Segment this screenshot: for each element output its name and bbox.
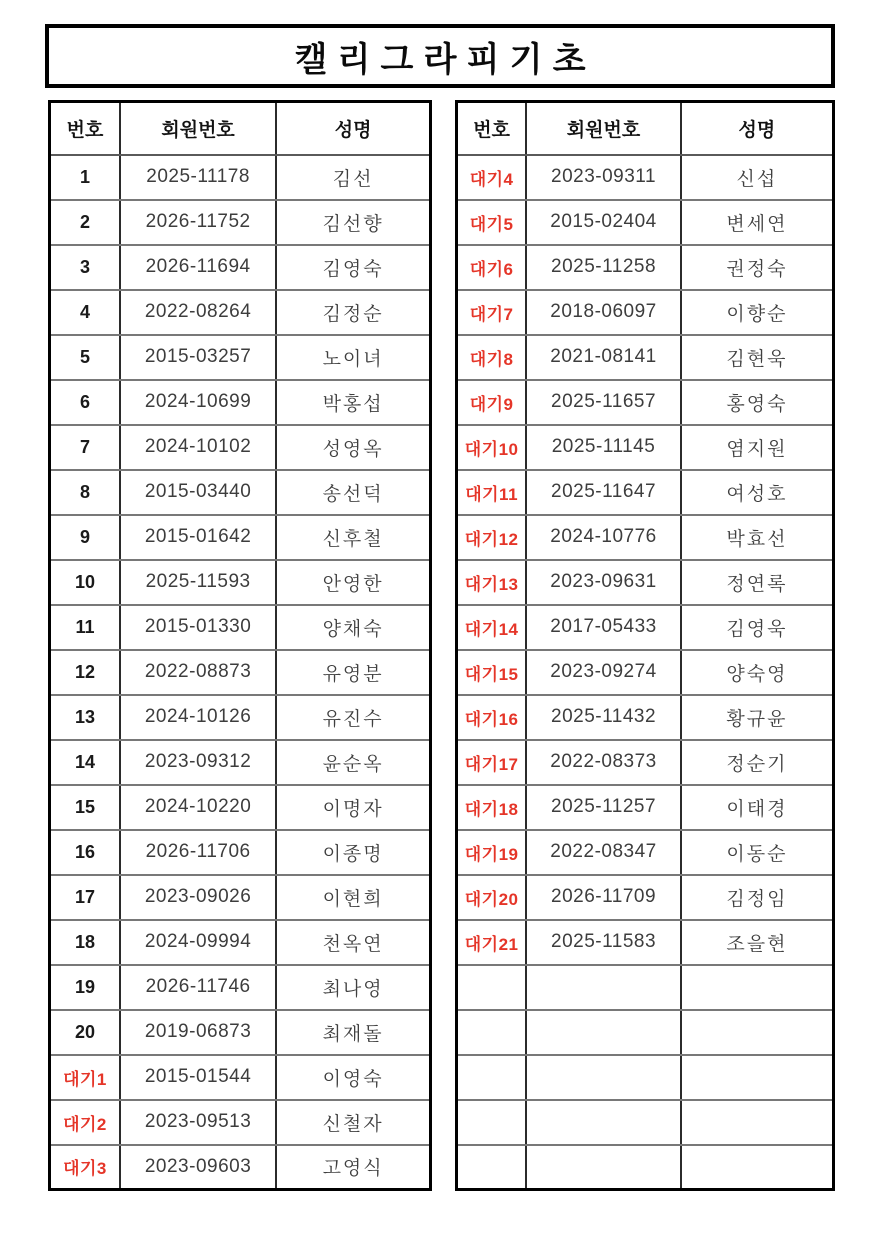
table-row (457, 1010, 834, 1055)
row-number-cell: 대기15 (457, 650, 527, 695)
table-row (457, 560, 834, 605)
row-number-cell: 18 (50, 920, 120, 965)
row-number-cell: 1 (50, 155, 120, 200)
member-id-cell: 2015-01544 (120, 1055, 276, 1100)
member-id-cell (526, 1055, 681, 1100)
table-row (50, 380, 431, 425)
member-id-cell: 2025-11647 (526, 470, 681, 515)
table-row (457, 200, 834, 245)
row-number-cell: 대기2 (50, 1100, 120, 1145)
member-id-cell: 2022-08873 (120, 650, 276, 695)
table-row (50, 200, 431, 245)
row-number-cell: 11 (50, 605, 120, 650)
member-id-cell: 2023-09312 (120, 740, 276, 785)
member-id-cell: 2024-10776 (526, 515, 681, 560)
table-row (457, 695, 834, 740)
row-number-cell: 대기11 (457, 470, 527, 515)
table-row (50, 155, 431, 200)
table-row (457, 650, 834, 695)
member-name-cell: 고영식 (276, 1145, 430, 1190)
row-number-cell: 대기10 (457, 425, 527, 470)
member-id-cell (526, 1145, 681, 1190)
member-id-cell: 2025-11258 (526, 245, 681, 290)
member-name-cell: 정연록 (681, 560, 834, 605)
table-row (457, 875, 834, 920)
table-row (457, 740, 834, 785)
row-number-cell: 14 (50, 740, 120, 785)
member-name-cell: 조을현 (681, 920, 834, 965)
member-name-cell: 김현욱 (681, 335, 834, 380)
member-name-cell: 송선덕 (276, 470, 430, 515)
member-name-cell: 이영숙 (276, 1055, 430, 1100)
page-title: 캘리그라피기초 (294, 40, 596, 79)
row-number-cell: 대기18 (457, 785, 527, 830)
member-name-cell: 안영한 (276, 560, 430, 605)
row-number-cell: 대기12 (457, 515, 527, 560)
row-number-cell (457, 1145, 527, 1190)
member-id-cell: 2026-11746 (120, 965, 276, 1010)
member-id-cell: 2024-10102 (120, 425, 276, 470)
header-row (50, 102, 431, 155)
table-row (50, 515, 431, 560)
member-name-cell: 이명자 (276, 785, 430, 830)
row-number-cell: 대기9 (457, 380, 527, 425)
row-number-cell: 대기13 (457, 560, 527, 605)
table-row (457, 425, 834, 470)
row-number-cell: 3 (50, 245, 120, 290)
member-id-cell: 2022-08347 (526, 830, 681, 875)
member-name-cell: 황규윤 (681, 695, 834, 740)
column-header: 번호 (50, 102, 120, 155)
column-header: 성명 (276, 102, 430, 155)
member-id-cell: 2022-08264 (120, 290, 276, 335)
table-row (50, 1010, 431, 1055)
member-name-cell: 이현희 (276, 875, 430, 920)
member-id-cell: 2019-06873 (120, 1010, 276, 1055)
table-row (50, 290, 431, 335)
member-id-cell: 2025-11178 (120, 155, 276, 200)
row-number-cell: 9 (50, 515, 120, 560)
table-row (50, 425, 431, 470)
member-name-cell: 여성호 (681, 470, 834, 515)
row-number-cell: 대기3 (50, 1145, 120, 1190)
table-row (457, 1145, 834, 1190)
member-id-cell: 2015-03257 (120, 335, 276, 380)
table-row (457, 785, 834, 830)
member-name-cell: 이동순 (681, 830, 834, 875)
member-id-cell: 2025-11257 (526, 785, 681, 830)
row-number-cell: 7 (50, 425, 120, 470)
member-id-cell (526, 965, 681, 1010)
table-row (50, 830, 431, 875)
member-name-cell: 김영욱 (681, 605, 834, 650)
row-number-cell: 대기6 (457, 245, 527, 290)
member-name-cell (681, 1055, 834, 1100)
column-header: 회원번호 (120, 102, 276, 155)
table-row (50, 1145, 431, 1190)
member-id-cell: 2023-09026 (120, 875, 276, 920)
table-row (50, 560, 431, 605)
member-name-cell: 박효선 (681, 515, 834, 560)
table-row (50, 740, 431, 785)
table-row (457, 1100, 834, 1145)
member-name-cell: 신후철 (276, 515, 430, 560)
header-row (457, 102, 834, 155)
member-name-cell: 권정숙 (681, 245, 834, 290)
member-id-cell: 2022-08373 (526, 740, 681, 785)
member-name-cell: 이향순 (681, 290, 834, 335)
table-row (50, 1055, 431, 1100)
member-id-cell (526, 1010, 681, 1055)
row-number-cell: 대기20 (457, 875, 527, 920)
member-name-cell: 노이녀 (276, 335, 430, 380)
row-number-cell (457, 1055, 527, 1100)
member-name-cell: 김선 (276, 155, 430, 200)
member-name-cell: 이종명 (276, 830, 430, 875)
roster-table-left (48, 100, 432, 1191)
row-number-cell: 대기5 (457, 200, 527, 245)
row-number-cell: 6 (50, 380, 120, 425)
table-row (457, 380, 834, 425)
column-header: 번호 (457, 102, 527, 155)
member-id-cell: 2024-09994 (120, 920, 276, 965)
member-name-cell: 변세연 (681, 200, 834, 245)
member-name-cell: 유영분 (276, 650, 430, 695)
column-header: 성명 (681, 102, 834, 155)
member-id-cell: 2026-11709 (526, 875, 681, 920)
member-name-cell: 양숙영 (681, 650, 834, 695)
member-name-cell: 최나영 (276, 965, 430, 1010)
member-id-cell: 2026-11706 (120, 830, 276, 875)
member-name-cell: 김정임 (681, 875, 834, 920)
member-id-cell: 2023-09631 (526, 560, 681, 605)
row-number-cell: 대기14 (457, 605, 527, 650)
member-id-cell: 2025-11583 (526, 920, 681, 965)
row-number-cell: 15 (50, 785, 120, 830)
member-id-cell: 2024-10220 (120, 785, 276, 830)
table-row (50, 650, 431, 695)
row-number-cell: 20 (50, 1010, 120, 1055)
row-number-cell: 대기19 (457, 830, 527, 875)
table-row (457, 470, 834, 515)
member-id-cell: 2018-06097 (526, 290, 681, 335)
row-number-cell: 8 (50, 470, 120, 515)
row-number-cell: 대기17 (457, 740, 527, 785)
column-header: 회원번호 (526, 102, 681, 155)
member-name-cell: 양채숙 (276, 605, 430, 650)
member-id-cell: 2026-11694 (120, 245, 276, 290)
row-number-cell (457, 1010, 527, 1055)
member-id-cell: 2025-11432 (526, 695, 681, 740)
member-name-cell: 신섭 (681, 155, 834, 200)
table-row (50, 785, 431, 830)
row-number-cell: 12 (50, 650, 120, 695)
member-name-cell (681, 1100, 834, 1145)
member-name-cell: 성영옥 (276, 425, 430, 470)
member-id-cell: 2025-11657 (526, 380, 681, 425)
table-row (50, 245, 431, 290)
member-id-cell: 2015-02404 (526, 200, 681, 245)
roster-table-right (455, 100, 835, 1191)
member-name-cell: 염지원 (681, 425, 834, 470)
table-row (457, 515, 834, 560)
member-name-cell: 김선향 (276, 200, 430, 245)
table-row (50, 335, 431, 380)
row-number-cell: 대기16 (457, 695, 527, 740)
table-row (457, 965, 834, 1010)
table-row (50, 875, 431, 920)
member-name-cell (681, 965, 834, 1010)
member-name-cell: 유진수 (276, 695, 430, 740)
table-row (457, 245, 834, 290)
member-name-cell: 김정순 (276, 290, 430, 335)
member-id-cell: 2023-09513 (120, 1100, 276, 1145)
table-row (457, 290, 834, 335)
table-row (457, 1055, 834, 1100)
table-row (50, 965, 431, 1010)
member-id-cell: 2025-11593 (120, 560, 276, 605)
member-id-cell: 2015-01642 (120, 515, 276, 560)
member-id-cell: 2015-03440 (120, 470, 276, 515)
member-id-cell: 2023-09603 (120, 1145, 276, 1190)
row-number-cell: 대기8 (457, 335, 527, 380)
member-name-cell: 김영숙 (276, 245, 430, 290)
row-number-cell: 대기1 (50, 1055, 120, 1100)
table-row (50, 470, 431, 515)
member-name-cell: 홍영숙 (681, 380, 834, 425)
member-name-cell: 박홍섭 (276, 380, 430, 425)
table-row (457, 335, 834, 380)
table-row (50, 605, 431, 650)
table-row (50, 695, 431, 740)
row-number-cell: 대기21 (457, 920, 527, 965)
row-number-cell: 5 (50, 335, 120, 380)
member-id-cell: 2025-11145 (526, 425, 681, 470)
title-box (45, 24, 835, 88)
row-number-cell: 4 (50, 290, 120, 335)
table-row (50, 920, 431, 965)
row-number-cell: 19 (50, 965, 120, 1010)
member-id-cell: 2024-10126 (120, 695, 276, 740)
row-number-cell: 10 (50, 560, 120, 605)
row-number-cell (457, 1100, 527, 1145)
member-name-cell (681, 1010, 834, 1055)
member-name-cell: 천옥연 (276, 920, 430, 965)
row-number-cell: 대기7 (457, 290, 527, 335)
member-name-cell: 윤순옥 (276, 740, 430, 785)
member-id-cell: 2023-09274 (526, 650, 681, 695)
table-row (457, 920, 834, 965)
member-id-cell: 2026-11752 (120, 200, 276, 245)
member-id-cell: 2024-10699 (120, 380, 276, 425)
member-id-cell: 2023-09311 (526, 155, 681, 200)
table-row (50, 1100, 431, 1145)
member-id-cell (526, 1100, 681, 1145)
table-row (457, 830, 834, 875)
member-name-cell: 정순기 (681, 740, 834, 785)
member-name-cell: 이태경 (681, 785, 834, 830)
table-row (457, 155, 834, 200)
row-number-cell (457, 965, 527, 1010)
member-id-cell: 2015-01330 (120, 605, 276, 650)
member-id-cell: 2017-05433 (526, 605, 681, 650)
row-number-cell: 2 (50, 200, 120, 245)
member-name-cell: 신철자 (276, 1100, 430, 1145)
table-row (457, 605, 834, 650)
row-number-cell: 13 (50, 695, 120, 740)
row-number-cell: 16 (50, 830, 120, 875)
row-number-cell: 대기4 (457, 155, 527, 200)
member-name-cell: 최재돌 (276, 1010, 430, 1055)
member-name-cell (681, 1145, 834, 1190)
member-id-cell: 2021-08141 (526, 335, 681, 380)
row-number-cell: 17 (50, 875, 120, 920)
